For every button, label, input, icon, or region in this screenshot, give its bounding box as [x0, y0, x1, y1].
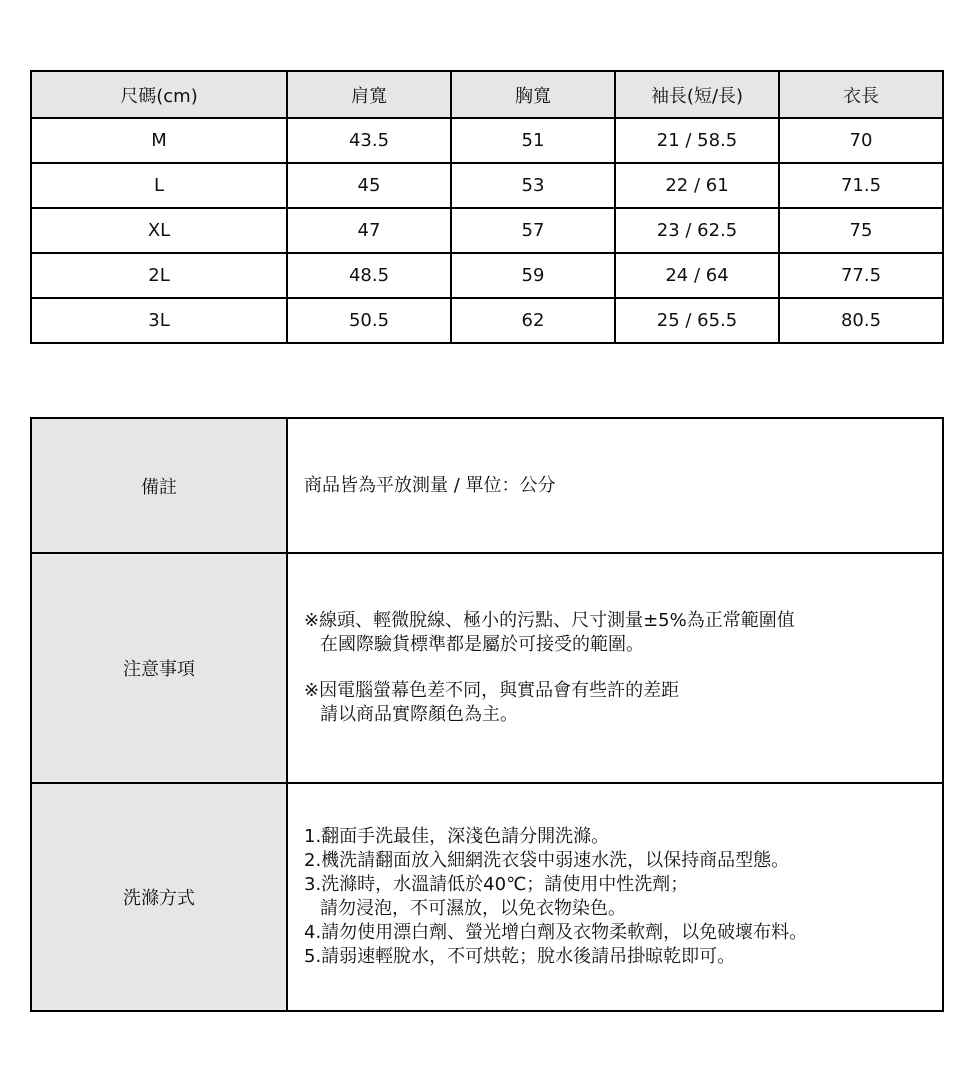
length-cell: 70 — [779, 118, 943, 163]
wash-text-5: 4.請勿使用漂白劑、螢光增白劑及衣物柔軟劑，以免破壞布料。 — [304, 922, 808, 943]
caution-label: 注意事項 — [31, 553, 287, 783]
chest-cell: 51 — [451, 118, 615, 163]
length-cell: 75 — [779, 208, 943, 253]
sleeve-cell: 23 / 62.5 — [615, 208, 779, 253]
size-cell: 2L — [31, 253, 287, 298]
header-shoulder: 肩寬 — [287, 71, 451, 118]
table-row — [31, 118, 943, 163]
wash-content — [287, 783, 943, 1011]
size-cell: 3L — [31, 298, 287, 343]
length-cell: 71.5 — [779, 163, 943, 208]
wash-text-6: 5.請弱速輕脫水，不可烘乾；脫水後請吊掛晾乾即可。 — [304, 946, 736, 967]
sleeve-cell: 22 / 61 — [615, 163, 779, 208]
shoulder-cell: 48.5 — [287, 253, 451, 298]
size-cell: M — [31, 118, 287, 163]
caution-content — [287, 553, 943, 783]
chest-cell: 53 — [451, 163, 615, 208]
caution-text-2: 在國際驗貨標準都是屬於可接受的範圍。 — [320, 634, 644, 655]
length-cell: 80.5 — [779, 298, 943, 343]
shoulder-cell: 50.5 — [287, 298, 451, 343]
length-cell: 77.5 — [779, 253, 943, 298]
chest-cell: 57 — [451, 208, 615, 253]
sleeve-cell: 24 / 64 — [615, 253, 779, 298]
table-row — [31, 298, 943, 343]
size-table-header-row — [31, 71, 943, 118]
remark-text: 商品皆為平放測量 / 單位：公分 — [304, 474, 556, 496]
header-chest: 胸寬 — [451, 71, 615, 118]
header-sleeve: 袖長(短/長) — [615, 71, 779, 118]
table-row — [31, 208, 943, 253]
shoulder-cell: 47 — [287, 208, 451, 253]
header-length: 衣長 — [779, 71, 943, 118]
wash-text-1: 1.翻面手洗最佳，深淺色請分開洗滌。 — [304, 826, 610, 847]
wash-text-3: 3.洗滌時，水溫請低於40℃；請使用中性洗劑； — [304, 874, 689, 895]
sleeve-cell: 25 / 65.5 — [615, 298, 779, 343]
size-cell: XL — [31, 208, 287, 253]
table-row — [31, 163, 943, 208]
wash-label: 洗滌方式 — [31, 783, 287, 1011]
caution-text-4: 請以商品實際顏色為主。 — [320, 704, 518, 725]
header-size: 尺碼(cm) — [31, 71, 287, 118]
remark-row — [31, 418, 943, 553]
wash-text-4: 請勿浸泡，不可濕放，以免衣物染色。 — [320, 898, 626, 919]
product-notes-table — [30, 417, 944, 1012]
remark-content — [287, 418, 943, 553]
caution-row — [31, 553, 943, 783]
size-chart-table — [30, 70, 944, 344]
chest-cell: 62 — [451, 298, 615, 343]
shoulder-cell: 43.5 — [287, 118, 451, 163]
caution-text-1: ※線頭、輕微脫線、極小的污點、尺寸測量±5%為正常範圍值 — [304, 610, 795, 631]
remark-label: 備註 — [31, 418, 287, 553]
caution-text-3: ※因電腦螢幕色差不同，與實品會有些許的差距 — [304, 680, 680, 701]
wash-text-2: 2.機洗請翻面放入細網洗衣袋中弱速水洗，以保持商品型態。 — [304, 850, 790, 871]
size-cell: L — [31, 163, 287, 208]
shoulder-cell: 45 — [287, 163, 451, 208]
table-row — [31, 253, 943, 298]
chest-cell: 59 — [451, 253, 615, 298]
sleeve-cell: 21 / 58.5 — [615, 118, 779, 163]
wash-row — [31, 783, 943, 1011]
